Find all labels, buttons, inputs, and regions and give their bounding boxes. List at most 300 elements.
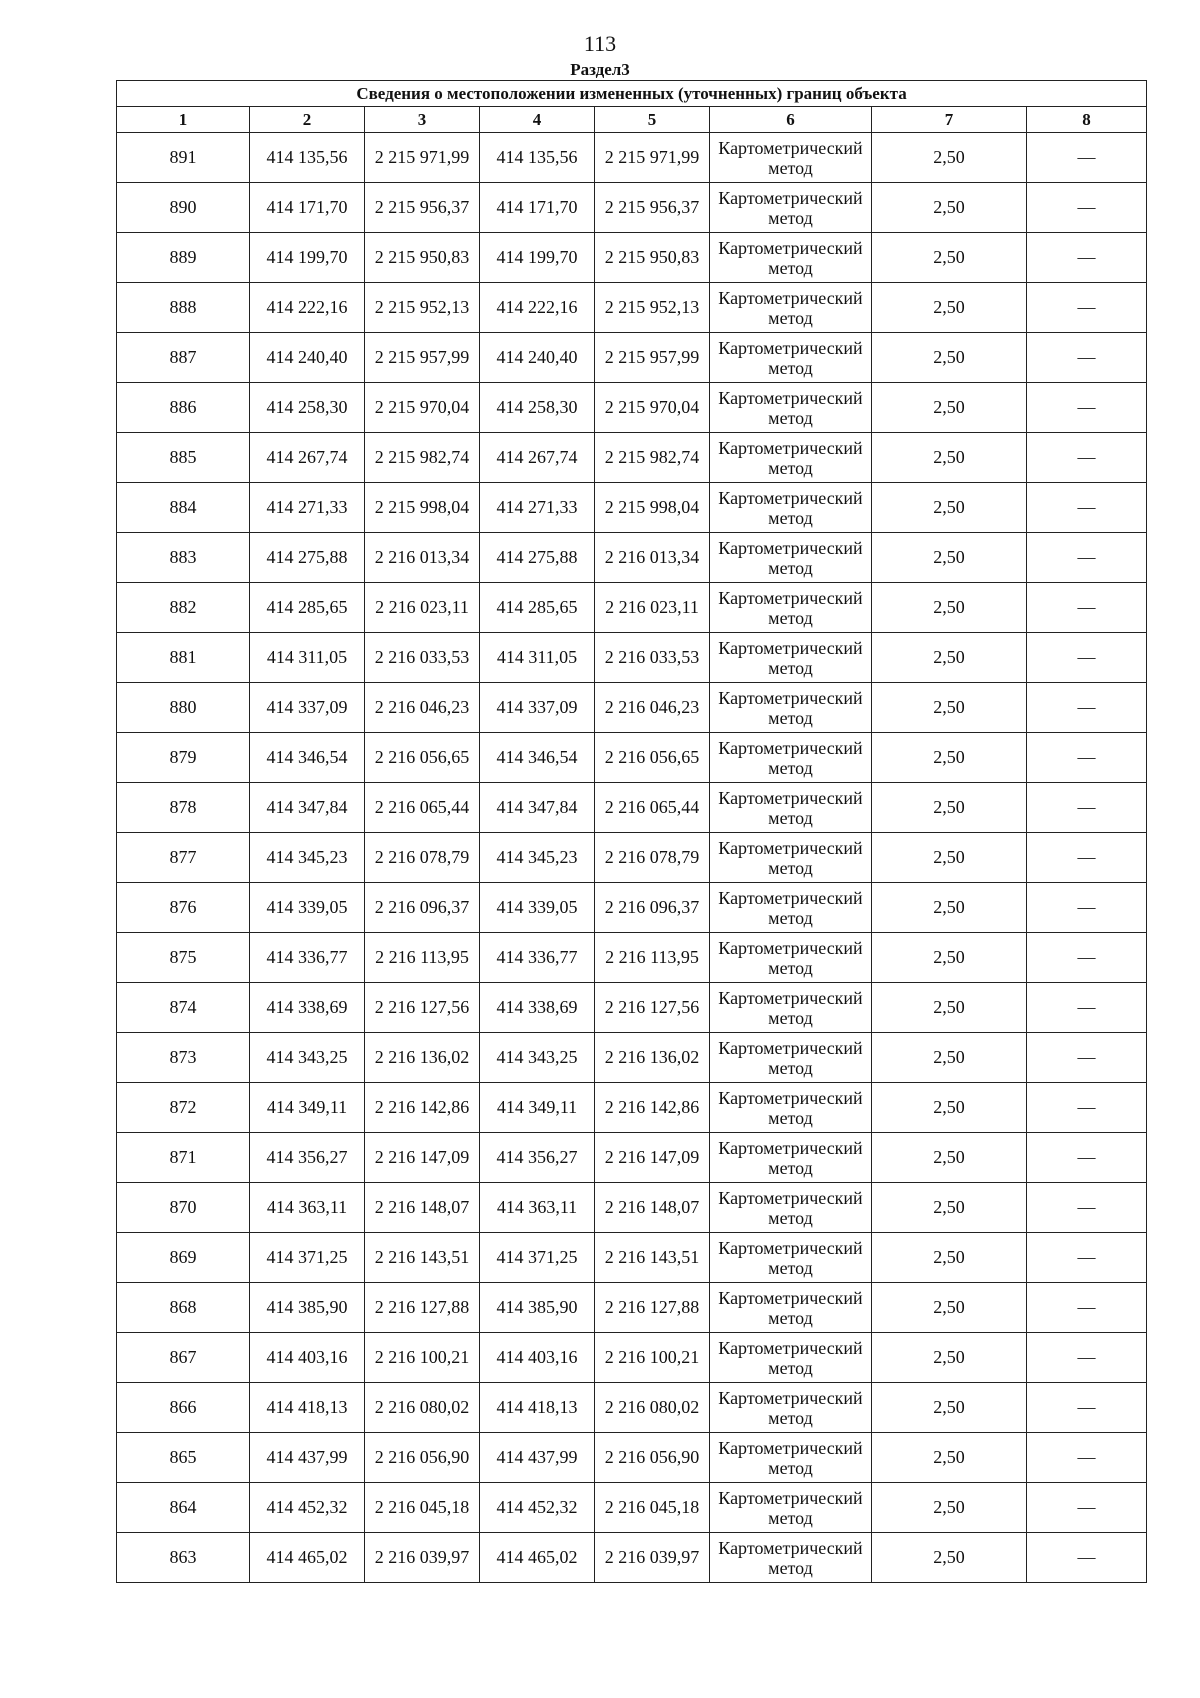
existing-x-cell: 414 452,32 [250, 1483, 365, 1533]
existing-y-cell: 2 216 127,56 [365, 983, 480, 1033]
point-number-cell: 878 [117, 783, 250, 833]
note-cell: — [1027, 1533, 1147, 1583]
point-number-cell: 869 [117, 1233, 250, 1283]
refined-x-cell: 414 240,40 [480, 333, 595, 383]
refined-y-cell: 2 215 952,13 [595, 283, 710, 333]
refined-y-cell: 2 216 136,02 [595, 1033, 710, 1083]
method-cell [710, 1083, 872, 1133]
point-number-cell: 863 [117, 1533, 250, 1583]
table-row [117, 283, 1147, 333]
method-text: Картометрический метод [718, 1287, 863, 1328]
existing-y-cell: 2 216 080,02 [365, 1383, 480, 1433]
method-cell [710, 883, 872, 933]
refined-x-cell: 414 437,99 [480, 1433, 595, 1483]
existing-x-cell: 414 336,77 [250, 933, 365, 983]
refined-x-cell: 414 343,25 [480, 1033, 595, 1083]
refined-y-cell: 2 215 970,04 [595, 383, 710, 433]
method-cell [710, 1033, 872, 1083]
existing-x-cell: 414 349,11 [250, 1083, 365, 1133]
point-number-cell: 889 [117, 233, 250, 283]
note-cell: — [1027, 1433, 1147, 1483]
refined-y-cell: 2 216 143,51 [595, 1233, 710, 1283]
note-cell: — [1027, 283, 1147, 333]
method-cell [710, 1183, 872, 1233]
existing-y-cell: 2 215 956,37 [365, 183, 480, 233]
accuracy-cell: 2,50 [872, 783, 1027, 833]
method-text: Картометрический метод [718, 687, 863, 728]
existing-x-cell: 414 267,74 [250, 433, 365, 483]
refined-x-cell: 414 271,33 [480, 483, 595, 533]
note-cell: — [1027, 783, 1147, 833]
point-number-cell: 865 [117, 1433, 250, 1483]
point-number-cell: 870 [117, 1183, 250, 1233]
method-text: Картометрический метод [718, 1537, 863, 1578]
note-cell: — [1027, 1083, 1147, 1133]
existing-y-cell: 2 216 142,86 [365, 1083, 480, 1133]
existing-x-cell: 414 271,33 [250, 483, 365, 533]
table-row [117, 1083, 1147, 1133]
method-cell [710, 483, 872, 533]
table-row [117, 233, 1147, 283]
existing-y-cell: 2 216 033,53 [365, 633, 480, 683]
note-cell: — [1027, 1333, 1147, 1383]
method-cell [710, 133, 872, 183]
table-row [117, 1183, 1147, 1233]
accuracy-cell: 2,50 [872, 1183, 1027, 1233]
note-cell: — [1027, 1483, 1147, 1533]
existing-y-cell: 2 215 982,74 [365, 433, 480, 483]
refined-x-cell: 414 363,11 [480, 1183, 595, 1233]
point-number-cell: 881 [117, 633, 250, 683]
existing-x-cell: 414 385,90 [250, 1283, 365, 1333]
existing-y-cell: 2 216 127,88 [365, 1283, 480, 1333]
refined-x-cell: 414 465,02 [480, 1533, 595, 1583]
existing-y-cell: 2 216 113,95 [365, 933, 480, 983]
method-text: Картометрический метод [718, 737, 863, 778]
method-cell [710, 1483, 872, 1533]
accuracy-cell: 2,50 [872, 233, 1027, 283]
existing-y-cell: 2 216 023,11 [365, 583, 480, 633]
method-text: Картометрический метод [718, 537, 863, 578]
existing-y-cell: 2 216 013,34 [365, 533, 480, 583]
existing-x-cell: 414 347,84 [250, 783, 365, 833]
existing-y-cell: 2 216 147,09 [365, 1133, 480, 1183]
column-number: 8 [1027, 107, 1147, 133]
existing-y-cell: 2 216 056,90 [365, 1433, 480, 1483]
method-text: Картометрический метод [718, 887, 863, 928]
column-number: 7 [872, 107, 1027, 133]
existing-x-cell: 414 371,25 [250, 1233, 365, 1283]
point-number-cell: 891 [117, 133, 250, 183]
refined-y-cell: 2 215 982,74 [595, 433, 710, 483]
existing-x-cell: 414 199,70 [250, 233, 365, 283]
refined-x-cell: 414 346,54 [480, 733, 595, 783]
refined-y-cell: 2 216 065,44 [595, 783, 710, 833]
point-number-cell: 879 [117, 733, 250, 783]
point-number-cell: 872 [117, 1083, 250, 1133]
existing-y-cell: 2 216 100,21 [365, 1333, 480, 1383]
method-text: Картометрический метод [718, 987, 863, 1028]
method-text: Картометрический метод [718, 1237, 863, 1278]
table-row [117, 1283, 1147, 1333]
table-row [117, 1483, 1147, 1533]
table-row [117, 533, 1147, 583]
refined-y-cell: 2 216 045,18 [595, 1483, 710, 1533]
existing-x-cell: 414 403,16 [250, 1333, 365, 1383]
accuracy-cell: 2,50 [872, 1383, 1027, 1433]
table-row [117, 933, 1147, 983]
existing-x-cell: 414 418,13 [250, 1383, 365, 1433]
accuracy-cell: 2,50 [872, 133, 1027, 183]
refined-y-cell: 2 216 147,09 [595, 1133, 710, 1183]
refined-y-cell: 2 216 113,95 [595, 933, 710, 983]
point-number-cell: 888 [117, 283, 250, 333]
method-text: Картометрический метод [718, 237, 863, 278]
refined-x-cell: 414 258,30 [480, 383, 595, 433]
point-number-cell: 876 [117, 883, 250, 933]
refined-y-cell: 2 216 046,23 [595, 683, 710, 733]
table-row [117, 833, 1147, 883]
accuracy-cell: 2,50 [872, 1283, 1027, 1333]
table-row [117, 783, 1147, 833]
refined-x-cell: 414 371,25 [480, 1233, 595, 1283]
existing-y-cell: 2 215 971,99 [365, 133, 480, 183]
method-text: Картометрический метод [718, 337, 863, 378]
existing-y-cell: 2 216 143,51 [365, 1233, 480, 1283]
existing-y-cell: 2 216 148,07 [365, 1183, 480, 1233]
accuracy-cell: 2,50 [872, 1083, 1027, 1133]
refined-x-cell: 414 347,84 [480, 783, 595, 833]
table-row [117, 133, 1147, 183]
accuracy-cell: 2,50 [872, 983, 1027, 1033]
refined-x-cell: 414 199,70 [480, 233, 595, 283]
point-number-cell: 864 [117, 1483, 250, 1533]
existing-x-cell: 414 135,56 [250, 133, 365, 183]
column-number: 6 [710, 107, 872, 133]
refined-x-cell: 414 385,90 [480, 1283, 595, 1333]
existing-y-cell: 2 216 096,37 [365, 883, 480, 933]
accuracy-cell: 2,50 [872, 633, 1027, 683]
accuracy-cell: 2,50 [872, 483, 1027, 533]
note-cell: — [1027, 1033, 1147, 1083]
existing-x-cell: 414 339,05 [250, 883, 365, 933]
accuracy-cell: 2,50 [872, 183, 1027, 233]
existing-x-cell: 414 465,02 [250, 1533, 365, 1583]
note-cell: — [1027, 333, 1147, 383]
table-row [117, 1233, 1147, 1283]
existing-x-cell: 414 285,65 [250, 583, 365, 633]
accuracy-cell: 2,50 [872, 1433, 1027, 1483]
coordinates-table [116, 80, 1147, 1583]
note-cell: — [1027, 633, 1147, 683]
existing-x-cell: 414 345,23 [250, 833, 365, 883]
existing-y-cell: 2 216 078,79 [365, 833, 480, 883]
existing-y-cell: 2 216 046,23 [365, 683, 480, 733]
note-cell: — [1027, 183, 1147, 233]
note-cell: — [1027, 1183, 1147, 1233]
method-cell [710, 683, 872, 733]
existing-y-cell: 2 216 045,18 [365, 1483, 480, 1533]
accuracy-cell: 2,50 [872, 383, 1027, 433]
refined-x-cell: 414 275,88 [480, 533, 595, 583]
refined-y-cell: 2 216 039,97 [595, 1533, 710, 1583]
table-row [117, 1333, 1147, 1383]
refined-x-cell: 414 285,65 [480, 583, 595, 633]
refined-y-cell: 2 216 127,88 [595, 1283, 710, 1333]
existing-y-cell: 2 216 039,97 [365, 1533, 480, 1583]
method-cell [710, 533, 872, 583]
note-cell: — [1027, 883, 1147, 933]
method-text: Картометрический метод [718, 837, 863, 878]
table-body [117, 133, 1147, 1583]
refined-y-cell: 2 215 957,99 [595, 333, 710, 383]
section-title: Раздел3 [570, 60, 630, 79]
existing-y-cell: 2 216 065,44 [365, 783, 480, 833]
table-row [117, 583, 1147, 633]
method-text: Картометрический метод [718, 287, 863, 328]
table-row [117, 1533, 1147, 1583]
method-cell [710, 1533, 872, 1583]
point-number-cell: 873 [117, 1033, 250, 1083]
method-cell [710, 983, 872, 1033]
method-cell [710, 1133, 872, 1183]
refined-y-cell: 2 215 971,99 [595, 133, 710, 183]
table-row [117, 1383, 1147, 1433]
point-number-cell: 875 [117, 933, 250, 983]
accuracy-cell: 2,50 [872, 733, 1027, 783]
method-text: Картометрический метод [718, 1187, 863, 1228]
refined-x-cell: 414 171,70 [480, 183, 595, 233]
table-row [117, 383, 1147, 433]
existing-y-cell: 2 216 056,65 [365, 733, 480, 783]
refined-y-cell: 2 216 023,11 [595, 583, 710, 633]
accuracy-cell: 2,50 [872, 1033, 1027, 1083]
accuracy-cell: 2,50 [872, 533, 1027, 583]
existing-x-cell: 414 437,99 [250, 1433, 365, 1483]
refined-x-cell: 414 338,69 [480, 983, 595, 1033]
point-number-cell: 874 [117, 983, 250, 1033]
point-number-cell: 882 [117, 583, 250, 633]
method-text: Картометрический метод [718, 1137, 863, 1178]
existing-y-cell: 2 215 970,04 [365, 383, 480, 433]
table-row [117, 333, 1147, 383]
refined-x-cell: 414 356,27 [480, 1133, 595, 1183]
table-row [117, 1133, 1147, 1183]
method-text: Картометрический метод [718, 787, 863, 828]
accuracy-cell: 2,50 [872, 683, 1027, 733]
method-cell [710, 1233, 872, 1283]
refined-x-cell: 414 345,23 [480, 833, 595, 883]
refined-y-cell: 2 215 956,37 [595, 183, 710, 233]
accuracy-cell: 2,50 [872, 583, 1027, 633]
method-text: Картометрический метод [718, 1487, 863, 1528]
column-number-row [117, 107, 1147, 133]
table-row [117, 483, 1147, 533]
point-number-cell: 885 [117, 433, 250, 483]
point-number-cell: 867 [117, 1333, 250, 1383]
table-row [117, 983, 1147, 1033]
note-cell: — [1027, 1133, 1147, 1183]
accuracy-cell: 2,50 [872, 1483, 1027, 1533]
method-cell [710, 283, 872, 333]
note-cell: — [1027, 383, 1147, 433]
method-text: Картометрический метод [718, 937, 863, 978]
note-cell: — [1027, 433, 1147, 483]
accuracy-cell: 2,50 [872, 333, 1027, 383]
note-cell: — [1027, 483, 1147, 533]
accuracy-cell: 2,50 [872, 933, 1027, 983]
existing-x-cell: 414 275,88 [250, 533, 365, 583]
refined-y-cell: 2 216 096,37 [595, 883, 710, 933]
existing-y-cell: 2 216 136,02 [365, 1033, 480, 1083]
existing-x-cell: 414 240,40 [250, 333, 365, 383]
refined-x-cell: 414 403,16 [480, 1333, 595, 1383]
point-number-cell: 886 [117, 383, 250, 433]
existing-y-cell: 2 215 957,99 [365, 333, 480, 383]
table-row [117, 683, 1147, 733]
accuracy-cell: 2,50 [872, 1333, 1027, 1383]
refined-x-cell: 414 452,32 [480, 1483, 595, 1533]
refined-x-cell: 414 418,13 [480, 1383, 595, 1433]
existing-y-cell: 2 215 950,83 [365, 233, 480, 283]
refined-y-cell: 2 216 056,90 [595, 1433, 710, 1483]
method-cell [710, 1283, 872, 1333]
method-text: Картометрический метод [718, 187, 863, 228]
point-number-cell: 877 [117, 833, 250, 883]
refined-y-cell: 2 215 950,83 [595, 233, 710, 283]
existing-y-cell: 2 215 952,13 [365, 283, 480, 333]
refined-y-cell: 2 216 013,34 [595, 533, 710, 583]
existing-y-cell: 2 215 998,04 [365, 483, 480, 533]
refined-x-cell: 414 336,77 [480, 933, 595, 983]
table-row [117, 433, 1147, 483]
method-text: Картометрический метод [718, 637, 863, 678]
refined-y-cell: 2 216 033,53 [595, 633, 710, 683]
existing-x-cell: 414 338,69 [250, 983, 365, 1033]
note-cell: — [1027, 1383, 1147, 1433]
accuracy-cell: 2,50 [872, 1533, 1027, 1583]
refined-y-cell: 2 216 078,79 [595, 833, 710, 883]
refined-x-cell: 414 311,05 [480, 633, 595, 683]
point-number-cell: 887 [117, 333, 250, 383]
refined-y-cell: 2 216 127,56 [595, 983, 710, 1033]
method-text: Картометрический метод [718, 387, 863, 428]
point-number-cell: 890 [117, 183, 250, 233]
column-number: 3 [365, 107, 480, 133]
method-cell [710, 833, 872, 883]
method-cell [710, 1433, 872, 1483]
method-cell [710, 333, 872, 383]
column-number: 2 [250, 107, 365, 133]
accuracy-cell: 2,50 [872, 883, 1027, 933]
existing-x-cell: 414 311,05 [250, 633, 365, 683]
existing-x-cell: 414 346,54 [250, 733, 365, 783]
method-text: Картометрический метод [718, 1437, 863, 1478]
existing-x-cell: 414 258,30 [250, 383, 365, 433]
refined-y-cell: 2 216 142,86 [595, 1083, 710, 1133]
method-cell [710, 383, 872, 433]
note-cell: — [1027, 233, 1147, 283]
point-number-cell: 880 [117, 683, 250, 733]
table-caption-row [117, 81, 1147, 107]
existing-x-cell: 414 337,09 [250, 683, 365, 733]
note-cell: — [1027, 533, 1147, 583]
method-cell [710, 733, 872, 783]
refined-x-cell: 414 222,16 [480, 283, 595, 333]
existing-x-cell: 414 343,25 [250, 1033, 365, 1083]
note-cell: — [1027, 833, 1147, 883]
method-cell [710, 433, 872, 483]
method-text: Картометрический метод [718, 1337, 863, 1378]
point-number-cell: 884 [117, 483, 250, 533]
method-text: Картометрический метод [718, 437, 863, 478]
table-row [117, 733, 1147, 783]
refined-y-cell: 2 215 998,04 [595, 483, 710, 533]
refined-y-cell: 2 216 100,21 [595, 1333, 710, 1383]
table-row [117, 1033, 1147, 1083]
note-cell: — [1027, 583, 1147, 633]
note-cell: — [1027, 1283, 1147, 1333]
method-cell [710, 783, 872, 833]
existing-x-cell: 414 171,70 [250, 183, 365, 233]
existing-x-cell: 414 222,16 [250, 283, 365, 333]
refined-x-cell: 414 349,11 [480, 1083, 595, 1133]
page-number: 113 [583, 31, 617, 56]
accuracy-cell: 2,50 [872, 1233, 1027, 1283]
note-cell: — [1027, 683, 1147, 733]
point-number-cell: 871 [117, 1133, 250, 1183]
method-cell [710, 1383, 872, 1433]
note-cell: — [1027, 983, 1147, 1033]
accuracy-cell: 2,50 [872, 433, 1027, 483]
point-number-cell: 883 [117, 533, 250, 583]
table-row [117, 183, 1147, 233]
point-number-cell: 868 [117, 1283, 250, 1333]
refined-x-cell: 414 135,56 [480, 133, 595, 183]
column-number: 4 [480, 107, 595, 133]
table-row [117, 633, 1147, 683]
method-text: Картометрический метод [718, 1387, 863, 1428]
method-text: Картометрический метод [718, 137, 863, 178]
refined-y-cell: 2 216 148,07 [595, 1183, 710, 1233]
refined-y-cell: 2 216 080,02 [595, 1383, 710, 1433]
method-text: Картометрический метод [718, 487, 863, 528]
method-cell [710, 933, 872, 983]
accuracy-cell: 2,50 [872, 283, 1027, 333]
accuracy-cell: 2,50 [872, 833, 1027, 883]
point-number-cell: 866 [117, 1383, 250, 1433]
method-text: Картометрический метод [718, 587, 863, 628]
column-number: 1 [117, 107, 250, 133]
existing-x-cell: 414 363,11 [250, 1183, 365, 1233]
method-cell [710, 633, 872, 683]
refined-x-cell: 414 337,09 [480, 683, 595, 733]
accuracy-cell: 2,50 [872, 1133, 1027, 1183]
method-text: Картометрический метод [718, 1087, 863, 1128]
method-cell [710, 1333, 872, 1383]
method-cell [710, 183, 872, 233]
refined-y-cell: 2 216 056,65 [595, 733, 710, 783]
note-cell: — [1027, 133, 1147, 183]
note-cell: — [1027, 933, 1147, 983]
method-cell [710, 233, 872, 283]
method-cell [710, 583, 872, 633]
table-row [117, 1433, 1147, 1483]
table-caption: Сведения о местоположении измененных (уточненных) границ объекта [117, 81, 1147, 107]
existing-x-cell: 414 356,27 [250, 1133, 365, 1183]
table-row [117, 883, 1147, 933]
method-text: Картометрический метод [718, 1037, 863, 1078]
